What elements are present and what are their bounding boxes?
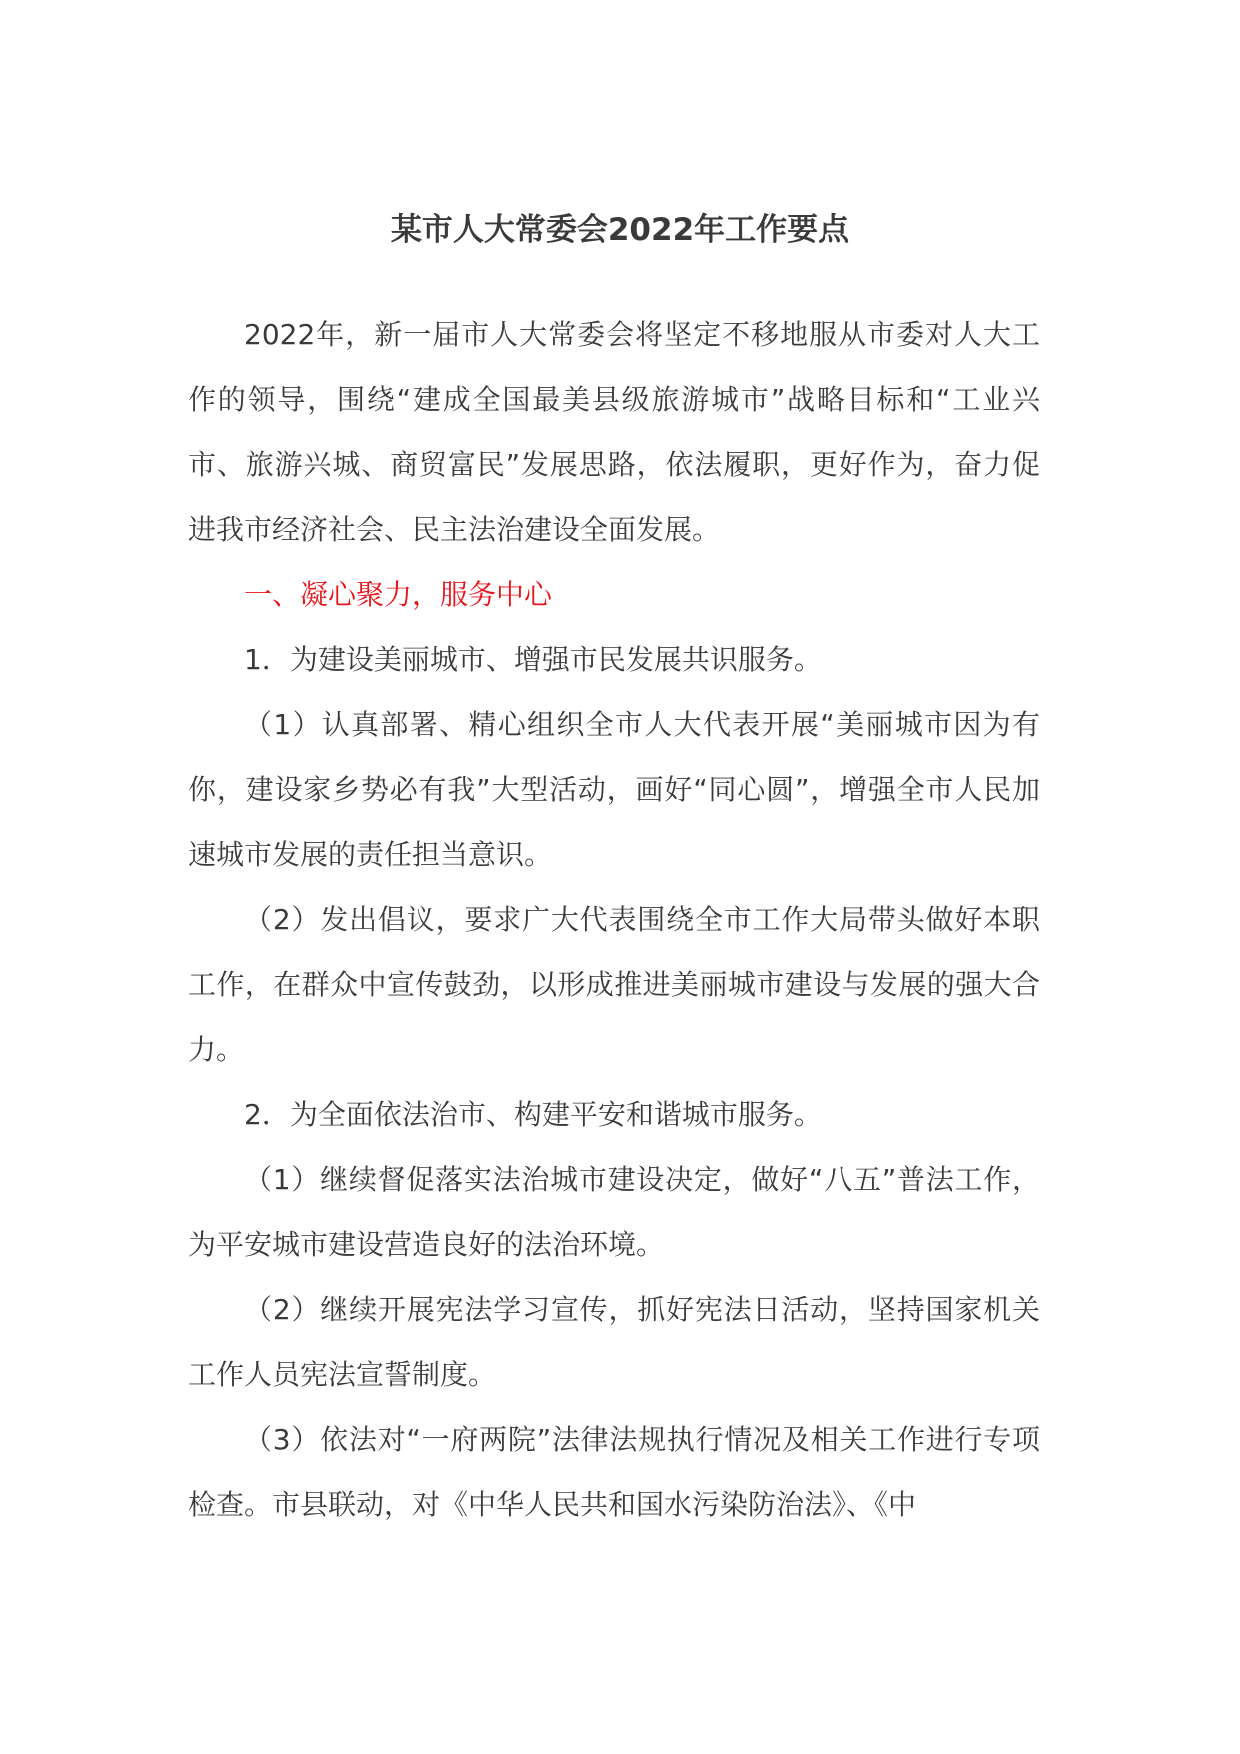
- document-body: [188, 302, 1040, 1537]
- item-heading-1: 1．为建设美丽城市、增强市民发展共识服务。: [244, 643, 822, 676]
- sub-item-1-1: （1）认真部署、精心组织全市人大代表开展“美丽城市因为有你，建设家乡势必有我”大型活动，画好“同心圆”，增强全市人民加速城市发展的责任担当意识。: [188, 708, 1040, 871]
- sub-item-2-3: （3）依法对“一府两院”法律法规执行情况及相关工作进行专项检查。市县联动，对《中华人民共和国水污染防治法》、《中: [188, 1423, 1040, 1521]
- sub-item-2-1: （1）继续督促落实法治城市建设决定，做好“八五”普法工作，为平安城市建设营造良好的法治环境。: [188, 1163, 1040, 1261]
- document-title: 某市人大常委会2022年工作要点: [390, 212, 850, 248]
- sub-item-1-2: （2）发出倡议，要求广大代表围绕全市工作大局带头做好本职工作，在群众中宣传鼓劲，以形成推进美丽城市建设与发展的强大合力。: [188, 903, 1040, 1066]
- intro-paragraph: 2022年，新一届市人大常委会将坚定不移地服从市委对人大工作的领导，围绕“建成全国最美县级旅游城市”战略目标和“工业兴市、旅游兴城、商贸富民”发展思路，依法履职，更好作为，奋力促进我市经济社会、民主法治建设全面发展。: [188, 318, 1040, 546]
- item-heading-2: 2．为全面依法治市、构建平安和谐城市服务。: [244, 1098, 822, 1131]
- sub-item-2-2: （2）继续开展宪法学习宣传，抓好宪法日活动，坚持国家机关工作人员宪法宣誓制度。: [188, 1293, 1040, 1391]
- section-heading-1: 一、凝心聚力，服务中心: [244, 578, 553, 611]
